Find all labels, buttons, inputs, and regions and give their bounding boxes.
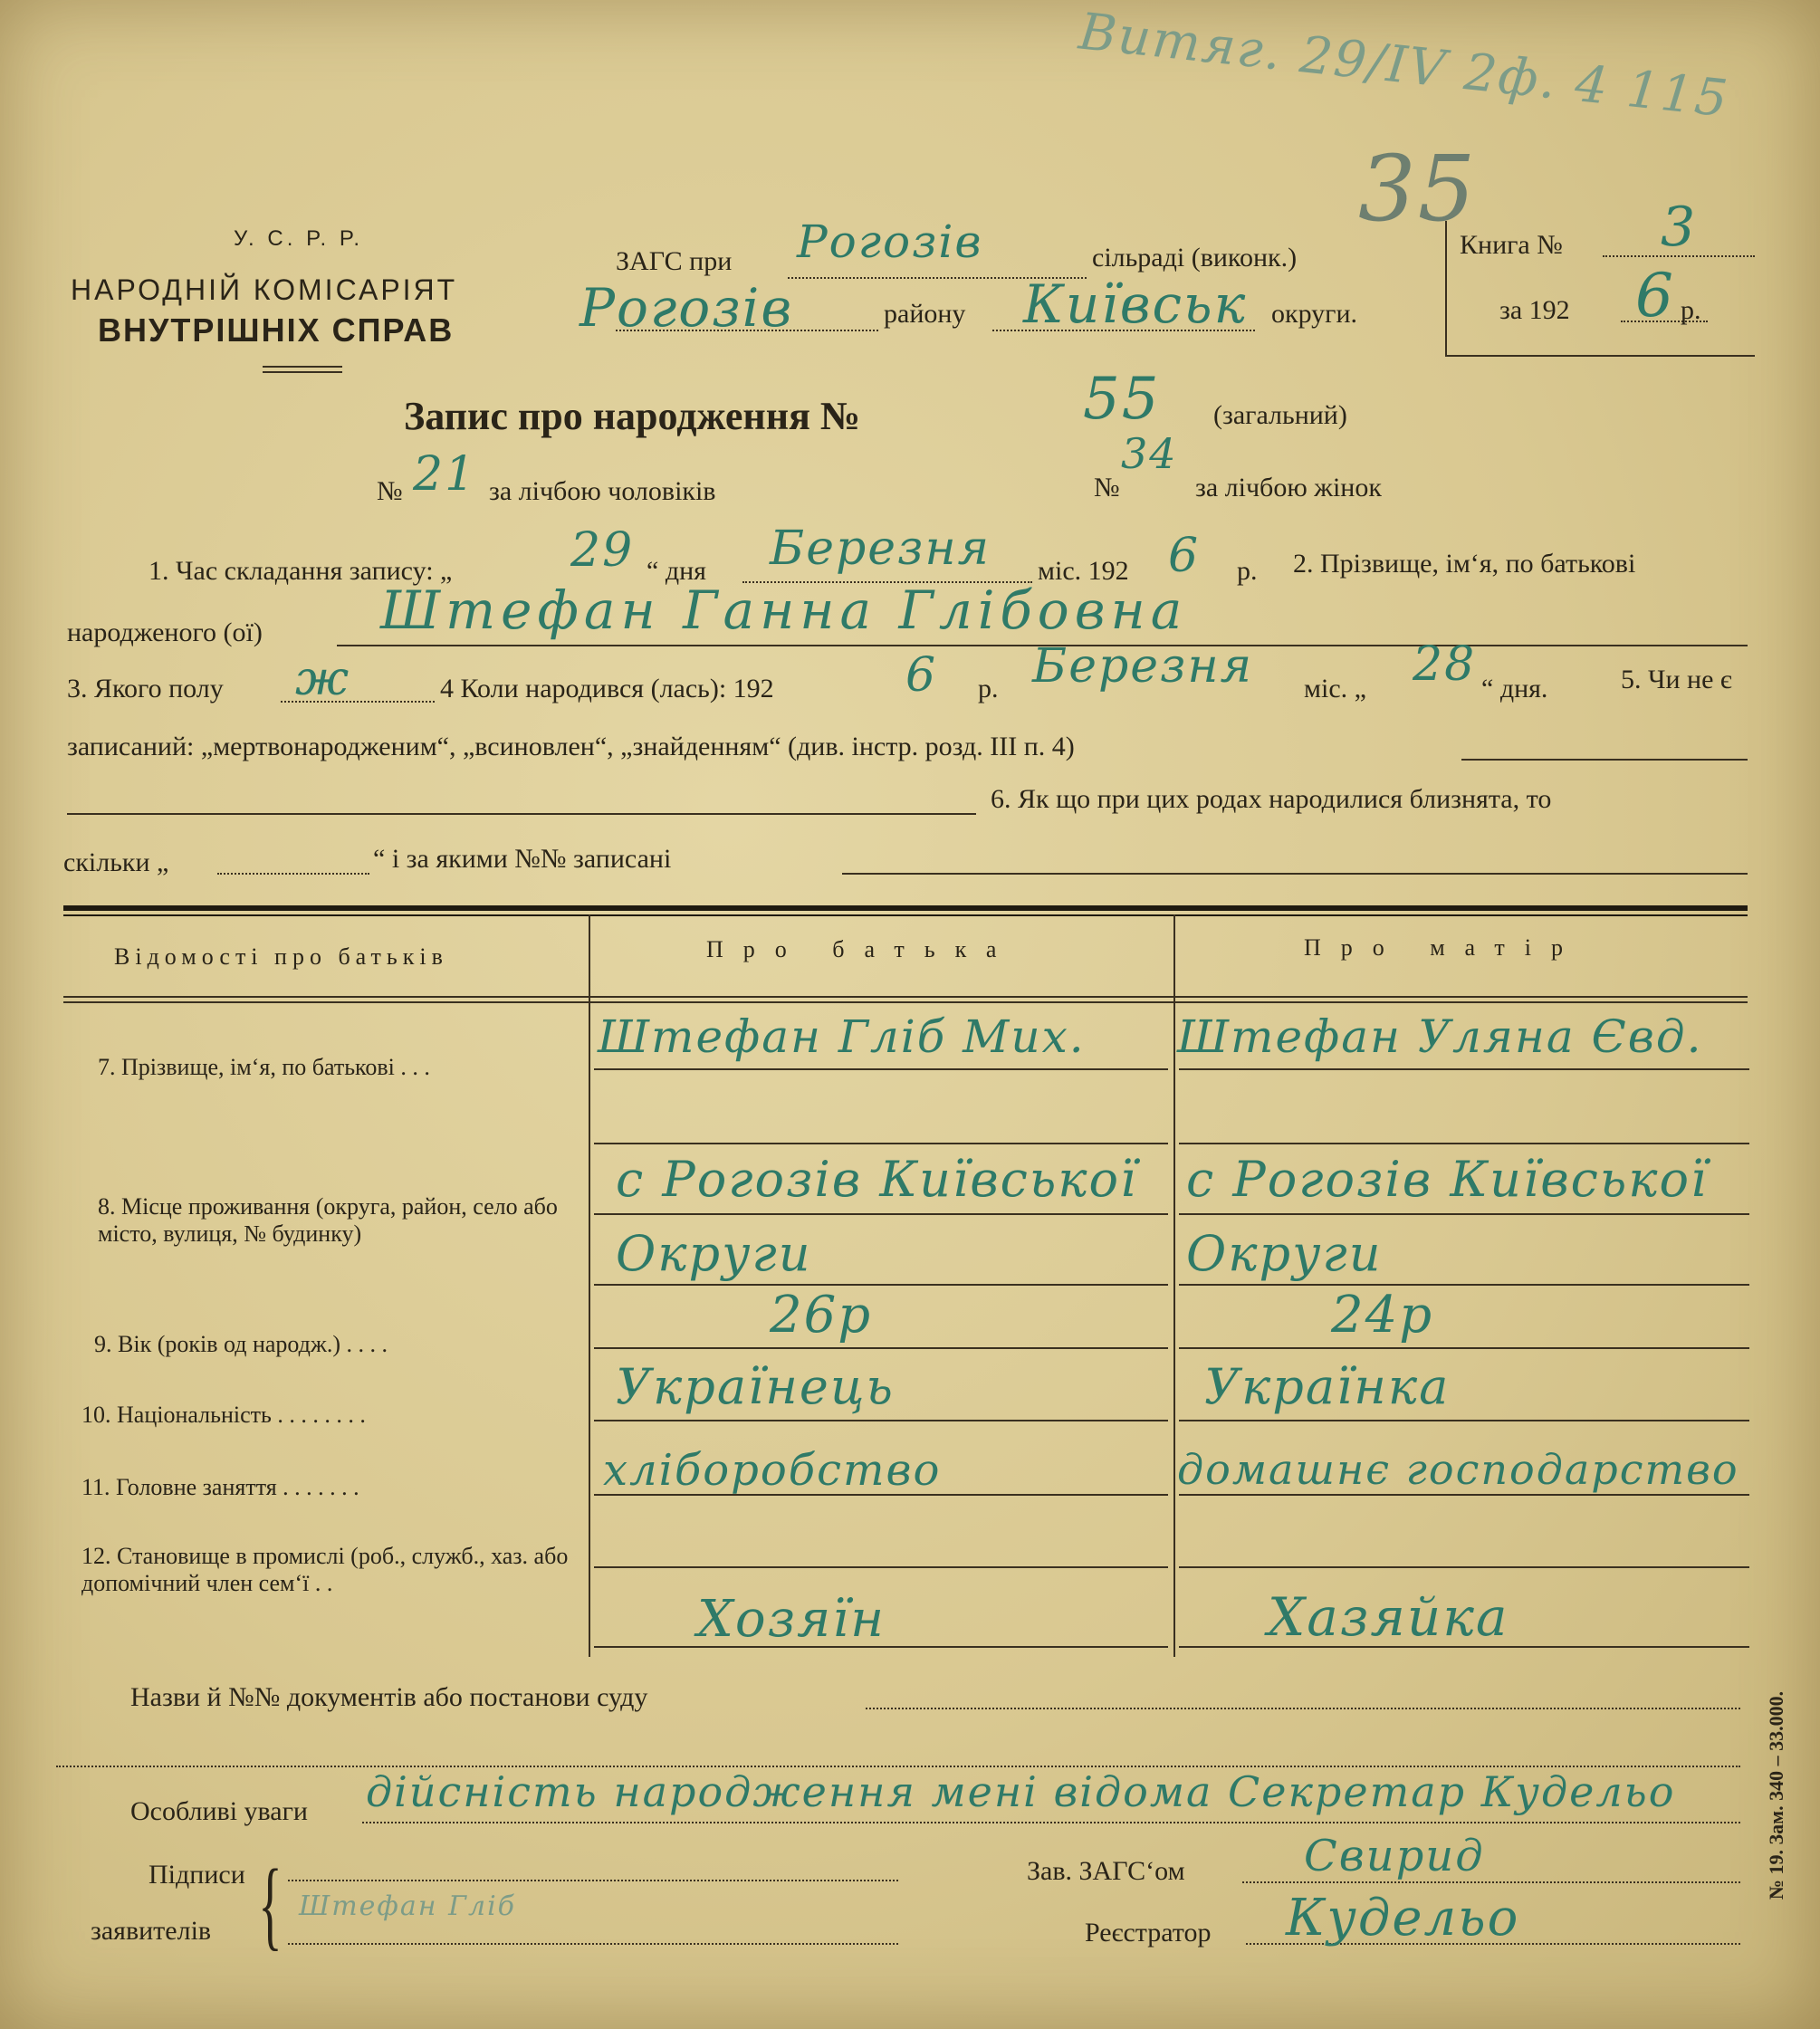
col-father-header: Про батька — [706, 936, 1017, 962]
row11-father: хліборобство — [603, 1445, 942, 1496]
book-number: 3 — [1661, 196, 1698, 259]
row8-father: с Рогозів Київської Округи — [616, 1151, 1138, 1282]
header-divider-2 — [263, 371, 342, 373]
row11-mother: домашнє господарство — [1177, 1445, 1739, 1494]
row10-mother-line — [1179, 1420, 1749, 1421]
field2-label: 2. Прізвище, ім‘я, по батькові — [1293, 549, 1636, 579]
signatures-label-2: заявителів — [91, 1916, 212, 1946]
row10-father: Українець — [616, 1358, 895, 1415]
record-general: (загальний) — [1213, 400, 1347, 430]
row7-mother: Штефан Уляна Євд. — [1177, 1010, 1703, 1063]
record-title: Запис про народження № — [404, 394, 861, 438]
row9-mother: 24р — [1331, 1286, 1434, 1345]
field1-year-prefix: міс. 192 — [1038, 556, 1129, 586]
book-label: Книга № — [1460, 230, 1563, 260]
notes-value: дійсність народження мені відома Секретар Кудельо — [366, 1767, 1676, 1816]
notes-label: Особливі уваги — [130, 1796, 308, 1826]
head-label: Зав. ЗАГС‘ом — [1027, 1856, 1185, 1886]
field5-line — [1461, 759, 1748, 761]
field1-day-label: “ дня — [647, 556, 706, 586]
book-year-prefix: за 192 — [1499, 295, 1570, 325]
documents-label: Назви й №№ документів або постанови суду — [130, 1682, 648, 1712]
commissariat-line2: ВНУТРІШНІХ СПРАВ — [98, 311, 455, 349]
field6-line-b — [842, 873, 1748, 875]
zags-prefix: ЗАГС при — [616, 246, 733, 276]
row9-label: 9. Вік (років од народж.) . . . . — [94, 1331, 388, 1357]
field4-day: 28 — [1413, 637, 1477, 692]
field6-label-b: скільки „ — [63, 847, 169, 877]
head-signature: Свирид — [1304, 1831, 1485, 1881]
men-prefix: № — [377, 476, 403, 506]
row7-father-line — [594, 1068, 1168, 1070]
row9-mother-line — [1179, 1347, 1749, 1349]
field6-label: 6. Як що при цих родах народилися близнята, то — [991, 784, 1552, 814]
row12-mother-line-a — [1179, 1566, 1749, 1568]
district-value: Рогозів — [580, 277, 794, 339]
row12-father: Хозяїн — [697, 1590, 886, 1649]
archive-mark: Витяг. 29/IV 2ф. 4 115 — [1076, 2, 1732, 129]
field1-month: Березня — [770, 522, 991, 576]
table-divider-1 — [589, 914, 590, 1657]
row10-label: 10. Національність . . . . . . . . — [81, 1402, 366, 1428]
row8-label: 8. Місце проживання (округа, район, село або місто, вулиця, № будинку) — [98, 1193, 558, 1247]
row10-father-line — [594, 1420, 1168, 1421]
field4-day-suffix: “ дня. — [1481, 674, 1548, 703]
col-mother-header: Про матір — [1304, 934, 1584, 961]
applicant-signature: Штефан Гліб — [299, 1890, 516, 1922]
field4-year: 6 — [905, 648, 938, 703]
row7-label: 7. Прізвище, ім‘я, по батькові . . . — [98, 1054, 430, 1080]
applicant-line-2 — [288, 1943, 898, 1945]
ussr-label: У. С. Р. Р. — [234, 226, 364, 251]
documents-line-a — [866, 1708, 1740, 1709]
field5-label: 5. Чи не є — [1621, 665, 1732, 694]
okruha-label: округи. — [1271, 299, 1358, 329]
row12-label: 12. Становище в промислі (роб., служб., хаз. або допомічний член сем‘ї . . — [81, 1543, 569, 1596]
book-year-suffix: р. — [1681, 295, 1701, 325]
row7-father: Штефан Гліб Мих. — [598, 1010, 1086, 1063]
table-header-rule-2 — [63, 1001, 1748, 1003]
header-divider — [263, 366, 342, 368]
table-header-rule — [63, 996, 1748, 998]
field6-label-c: “ і за якими №№ записані — [373, 844, 672, 874]
district-label: району — [884, 299, 966, 329]
field2-label-b: народженого (ої) — [67, 617, 263, 647]
men-number: 21 — [413, 447, 477, 502]
field1-day: 29 — [570, 523, 635, 578]
commissariat-line1: НАРОДНІЙ КОМІСАРІЯТ — [71, 273, 458, 306]
book-box-bottom — [1445, 355, 1755, 357]
field3-label: 3. Якого полу — [67, 674, 224, 703]
archive-stamp-number: 35 — [1358, 136, 1478, 242]
row11-mother-line — [1179, 1494, 1749, 1496]
selrada-suffix: сільраді (виконк.) — [1092, 243, 1298, 273]
women-label: за лічбою жінок — [1195, 473, 1382, 502]
row9-father-line — [594, 1347, 1168, 1349]
okruha-value: Київськ — [1023, 273, 1248, 335]
signatures-brace: { — [258, 1849, 283, 1959]
men-label: за лічбою чоловіків — [489, 476, 716, 506]
table-top-rule — [63, 905, 1748, 911]
women-number: 34 — [1121, 429, 1178, 478]
applicant-line-1 — [288, 1880, 898, 1881]
book-year-digit: 6 — [1635, 261, 1675, 330]
field4-month: Березня — [1032, 639, 1254, 694]
row9-father: 26р — [770, 1286, 873, 1345]
row7-mother-line — [1179, 1068, 1749, 1070]
record-number: 55 — [1083, 366, 1161, 433]
field3-value: ж — [295, 652, 351, 706]
book-box-left — [1445, 221, 1447, 357]
table-divider-2 — [1173, 914, 1175, 1657]
row8-mother: с Рогозів Київської Округи — [1186, 1151, 1709, 1282]
notes-line — [362, 1822, 1740, 1823]
field1-year-suffix: р. — [1237, 556, 1258, 586]
field5-label-b: записаний: „мертвонародженим“, „всиновлен“, „знайденням“ (див. інстр. розд. III п. 4) — [67, 732, 1075, 761]
field4-label: 4 Коли народився (лась): 192 — [440, 674, 774, 703]
row12-mother: Хазяйка — [1268, 1586, 1509, 1648]
table-top-rule-2 — [63, 914, 1748, 916]
selrada-value: Рогозів — [797, 215, 983, 268]
registrar-label: Реєстратор — [1085, 1918, 1212, 1948]
registrar-signature: Кудельо — [1286, 1889, 1520, 1948]
field4-month-suffix: міс. „ — [1304, 674, 1366, 703]
women-prefix: № — [1094, 473, 1120, 502]
field6-count-line — [217, 873, 369, 875]
field4-year-suffix: р. — [978, 674, 999, 703]
field1-label: 1. Час складання запису: „ — [148, 556, 453, 586]
head-line — [1242, 1881, 1740, 1883]
side-print: № 19. Зам. 340 – 33.000. — [1765, 1690, 1787, 1900]
field6-line-a — [67, 813, 976, 815]
signatures-label-1: Підписи — [148, 1860, 245, 1890]
row10-mother: Українка — [1204, 1358, 1451, 1415]
col-info-header: Відомості про батьків — [114, 943, 448, 970]
field2-value: Штефан Ганна Глібовна — [380, 579, 1188, 641]
field1-year: 6 — [1168, 529, 1201, 583]
row11-label: 11. Головне заняття . . . . . . . — [81, 1474, 359, 1500]
row12-father-line-a — [594, 1566, 1168, 1568]
